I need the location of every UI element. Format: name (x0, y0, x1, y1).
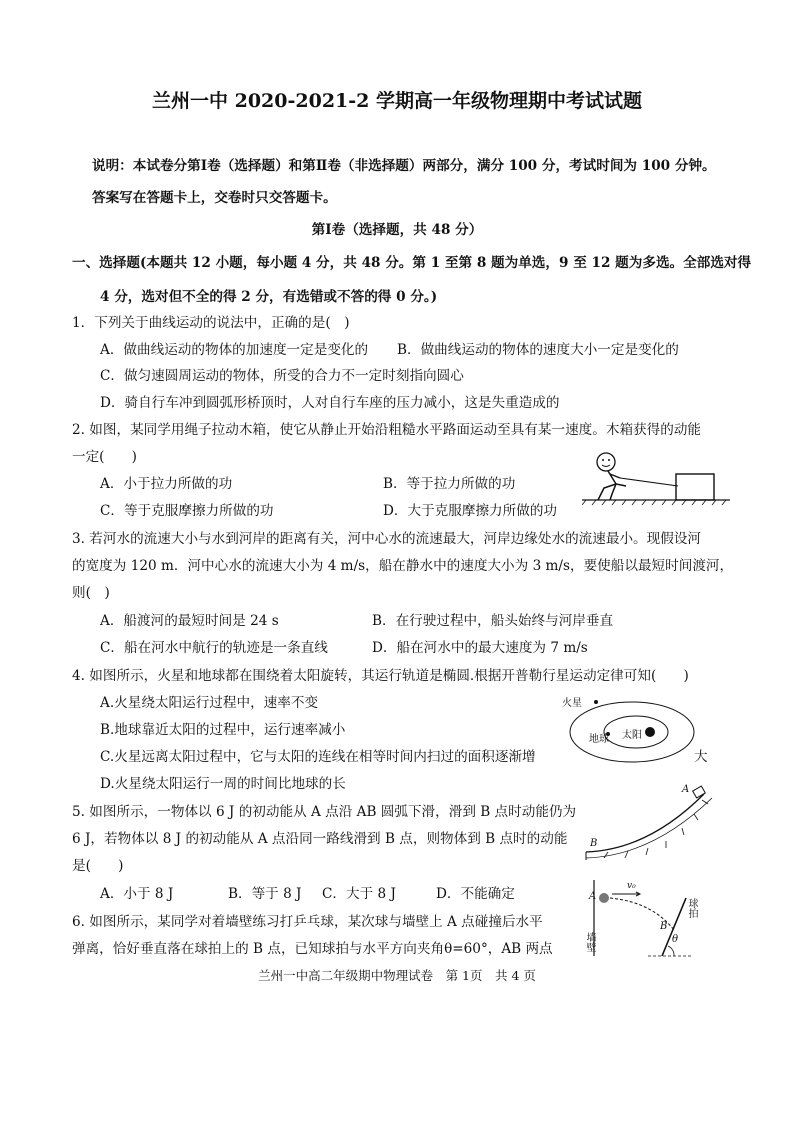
q2-stem-line-2: 一定( ) (72, 449, 137, 465)
q6-stem-line-2: 弹离，恰好垂直落在球拍上的 B 点，已知球拍与水平方向夹角θ=60°，AB 两点 (72, 941, 553, 957)
q6-fig-label-v0: v₀ (627, 881, 636, 891)
q4-fig-label-mars: 火星 (562, 698, 582, 709)
q2-option-c: C．等于克服摩擦力所做的功 (100, 503, 274, 519)
q1-option-a: A．做曲线运动的物体的加速度一定是变化的 (100, 342, 369, 358)
notes-line-1: 说明：本试卷分第Ⅰ卷（选择题）和第Ⅱ卷（非选择题）两部分，满分 100 分，考试时间为 100 分钟。 (92, 158, 716, 174)
q6-fig-label-wall: 墙壁 (584, 932, 595, 952)
notes-line-2: 答案写在答题卡上，交卷时只交答题卡。 (92, 190, 337, 206)
q3-option-d: D．船在河水中的最大速度为 7 m/s (372, 640, 588, 656)
q5-stem-line-1: 5. 如图所示，一物体以 6 J 的初动能从 A 点沿 AB 圆弧下滑，滑到 B 点时动能仍为 (72, 804, 577, 820)
q1-stem: 1．下列关于曲线运动的说法中，正确的是( ) (72, 315, 350, 331)
q4-option-d: D.火星绕太阳运行一周的时间比地球的长 (100, 776, 346, 792)
q4-option-c: C.火星远离太阳过程中，它与太阳的连线在相等时间内扫过的面积逐渐增 (100, 749, 536, 765)
q3-option-c: C．船在河水中航行的轨迹是一条直线 (100, 640, 328, 656)
q3-stem-line-1: 3. 若河水的流速大小与水到河岸的距离有关，河中心水的流速最大，河岸边缘处水的流速最小。现假设河 (72, 531, 702, 547)
part-heading-line-1: 一、选择题(本题共 12 小题，每小题 4 分，共 48 分。第 1 至第 8 题为单选，9 至 12 题为多选。全部选对得 (72, 255, 752, 271)
page-footer: 兰州一中高二年级期中物理试卷 第 1页 共 4 页 (258, 968, 536, 983)
q2-figure (582, 448, 732, 508)
q3-option-b: B．在行驶过程中，船头始终与河岸垂直 (372, 613, 614, 629)
q6-fig-label-b: B (660, 921, 668, 932)
q1-option-c: C．做匀速圆周运动的物体，所受的合力不一定时刻指向圆心 (100, 368, 464, 384)
q1-option-b: B．做曲线运动的物体的速度大小一定是变化的 (397, 342, 679, 358)
q4-option-b: B.地球靠近太阳的过程中，运行速率减小 (100, 722, 346, 738)
q6-fig-label-racket: 球拍 (686, 898, 697, 918)
page-title: 兰州一中 2020-2021-2 学期高一年级物理期中考试试题 (152, 90, 642, 112)
q2-stem-line-1: 2. 如图，某同学用绳子拉动木箱，使它从静止开始沿粗糙水平路面运动至具有某一速度。木箱获得的动能 (72, 422, 702, 438)
q5-option-b: B．等于 8 J (228, 886, 302, 902)
q4-fig-label-sun: 太阳 (622, 730, 642, 741)
q4-option-a: A.火星绕太阳运行过程中，速率不变 (100, 695, 319, 711)
part-heading-line-2: 4 分，选对但不全的得 2 分，有选错或不答的得 0 分。) (100, 289, 438, 305)
q5-stem-line-3: 是( ) (72, 858, 124, 874)
q5-figure (578, 780, 718, 862)
q4-stem: 4. 如图所示，火星和地球都在围绕着太阳旋转，其运行轨道是椭圆.根据开普勒行星运动定律可知( ) (72, 668, 689, 684)
q6-fig-label-a: A (589, 891, 597, 902)
q1-option-d: D．骑自行车冲到圆弧形桥顶时，人对自行车座的压力减小，这是失重造成的 (100, 395, 560, 411)
q2-option-a: A．小于拉力所做的功 (100, 476, 233, 492)
q6-stem-line-1: 6. 如图所示，某同学对着墙壁练习打乒乓球，某次球与墙壁上 A 点碰撞后水平 (72, 914, 543, 930)
q4-option-c-tail: 大 (694, 749, 708, 765)
q4-fig-label-earth: 地球 (589, 734, 609, 745)
q6-fig-label-theta: θ (672, 934, 679, 945)
q5-fig-label-b: B (590, 838, 598, 849)
q5-stem-line-2: 6 J，若物体以 8 J 的初动能从 A 点沿同一路线滑到 B 点，则物体到 B 点时的动能 (72, 831, 568, 847)
section-title: 第Ⅰ卷（选择题，共 48 分） (311, 222, 483, 238)
q6-figure (582, 876, 702, 960)
q3-stem-line-2: 的宽度为 120 m．河中心水的流速大小为 4 m/s，船在静水中的速度大小为 3 m/s，要使船以最短时间渡河， (72, 558, 734, 574)
q3-stem-line-3: 则( ) (72, 585, 110, 601)
q5-fig-label-a: A (682, 784, 690, 795)
q5-option-c: C．大于 8 J (322, 886, 396, 902)
q5-option-d: D．不能确定 (436, 886, 515, 902)
q2-option-d: D．大于克服摩擦力所做的功 (383, 503, 558, 519)
q2-option-b: B．等于拉力所做的功 (383, 476, 516, 492)
q5-option-a: A．小于 8 J (100, 886, 174, 902)
q3-option-a: A．船渡河的最短时间是 24 s (100, 613, 279, 629)
